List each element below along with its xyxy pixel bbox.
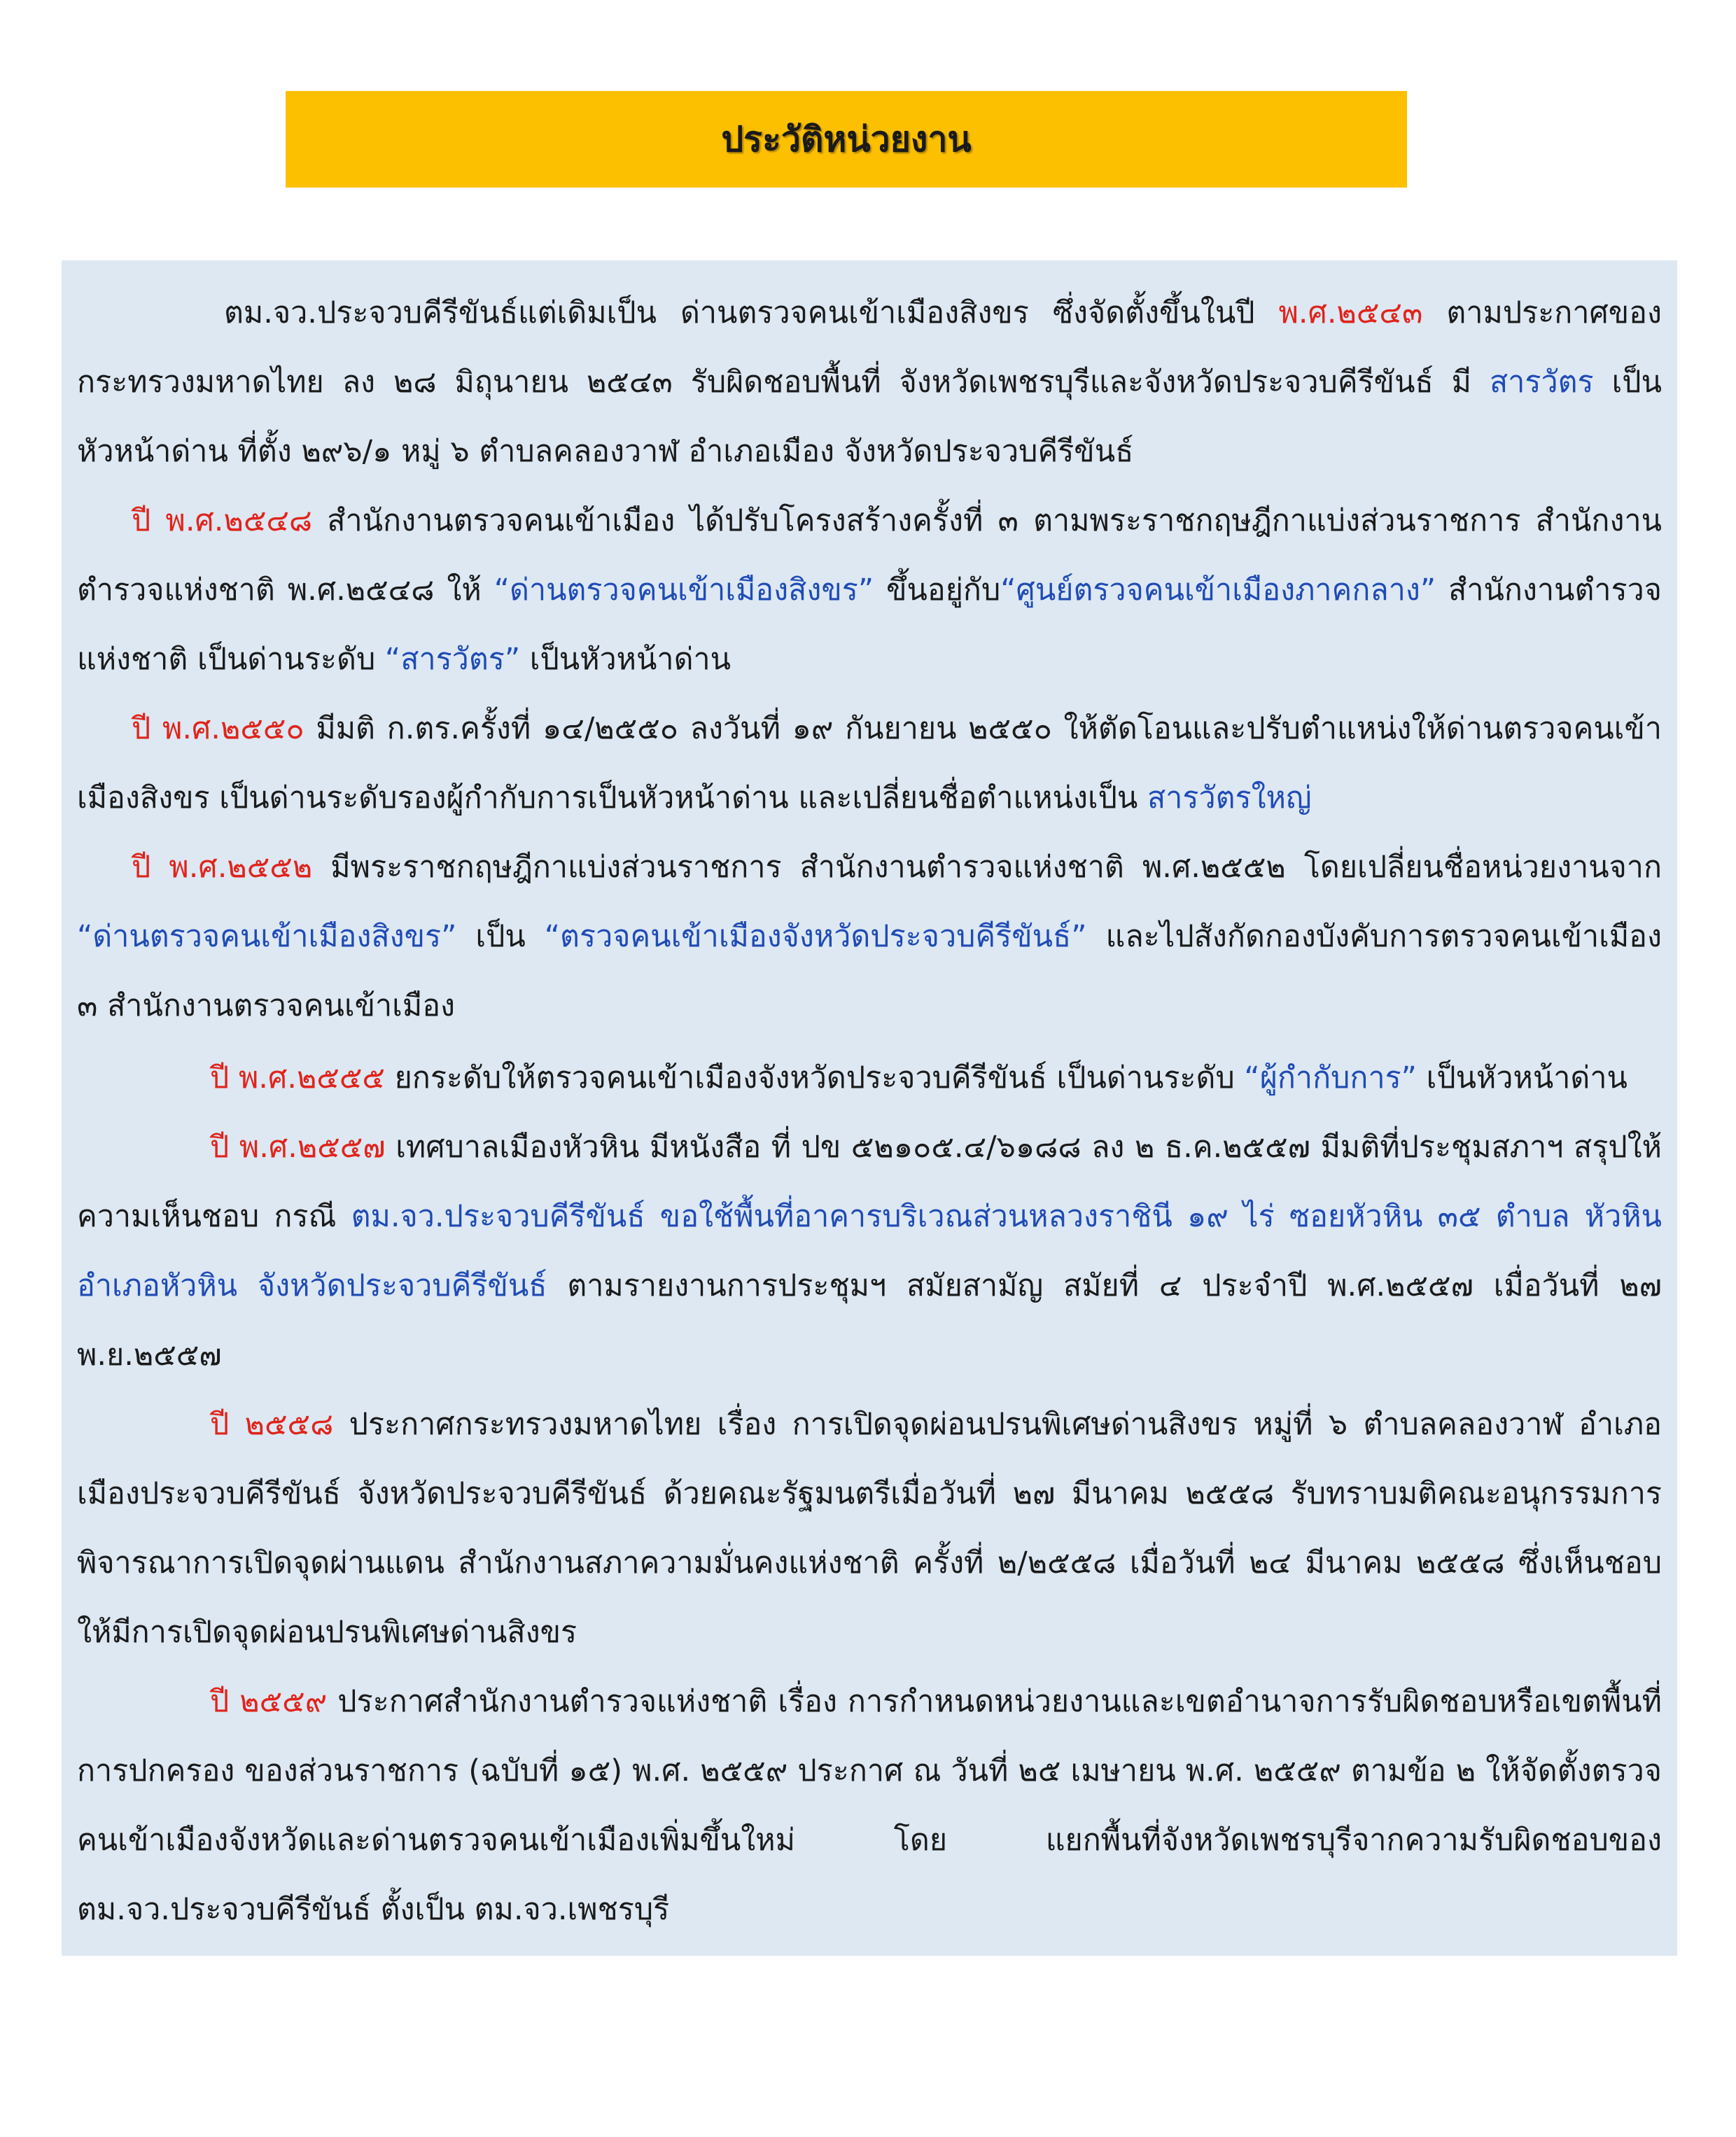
paragraph-text: เป็น <box>456 919 545 954</box>
year-highlight: พ.ศ.๒๕๔๓ <box>1278 295 1423 330</box>
paragraph-text: เป็นหัวหน้าด่าน <box>1416 1060 1628 1095</box>
paragraph-2558 <box>77 1390 1662 1667</box>
title-banner <box>286 91 1407 188</box>
history-panel-upper <box>62 260 1677 1027</box>
paragraph-text: ตามรายงานการประชุมฯ สมัยสามัญ สมัยที่ ๔ ประจำปี พ.ศ.๒๕๕๗ เมื่อวันที่ ๒๗ พ.ย.๒๕๕๗ <box>77 1268 1662 1373</box>
page-title: ประวัติหน่วยงาน <box>721 118 972 160</box>
unit-name-highlight: “ตรวจคนเข้าเมืองจังหวัดประจวบคีรีขันธ์” <box>544 919 1087 954</box>
paragraph-text: ประกาศกระทรวงมหาดไทย เรื่อง การเปิดจุดผ่อนปรนพิเศษด่านสิงขร หมู่ที่ ๖ ตำบลคลองวาฬ อำเภอเมืองประจวบคีรีขันธ์ จังหวัดประจวบคีรีขันธ์ ด้วยคณะรัฐมนตรีเมื่อวันที่ ๒๗ มีนาคม ๒๕๕๘ รับทราบมติคณะอนุกรรมการพิจารณาการเปิดจุดผ่านแดน สำนักงานสภาความมั่นคงแห่งชาติ ครั้งที่ ๒/๒๕๕๘ เมื่อวันที่ ๒๔ มีนาคม ๒๕๕๘ ซึ่งเห็นชอบให้มีการเปิดจุดผ่อนปรนพิเศษด่านสิงขร <box>77 1407 1662 1650</box>
rank-highlight: สารวัตรใหญ่ <box>1147 780 1312 815</box>
paragraph-text: เทศบาลเมืองหัวหิน มีหนังสือ ที่ ปข ๕๒๑๐๕.๔/๖๑๘๘ ลง ๒ ธ.ค.๒๕๕๗ มีมติที่ประชุมสภาฯ สรุปให้ความเห็นชอบ กรณี <box>77 1130 1662 1234</box>
paragraph-2555 <box>77 1044 1662 1113</box>
paragraph-text: ตม.จว.ประจวบคีรีขันธ์แต่เดิมเป็น ด่านตรวจคนเข้าเมืองสิงขร ซึ่งจัดตั้งขึ้นในปี <box>224 295 1279 330</box>
paragraph-text: สำนักงานตำรวจแห่งชาติ เป็นด่านระดับ <box>77 573 1662 677</box>
paragraph-text: ขึ้นอยู่กับ <box>874 573 1001 608</box>
paragraph-text: สำนักงานตรวจคนเข้าเมือง ได้ปรับโครงสร้างครั้งที่ ๓ ตามพระราชกฤษฎีกาแบ่งส่วนราชการ สำนักงานตำรวจแห่งชาติ พ.ศ.๒๕๔๘ ให้ <box>77 503 1662 608</box>
paragraph-2550 <box>77 694 1662 833</box>
rank-highlight: “ผู้กำกับการ” <box>1244 1060 1417 1095</box>
year-highlight: ปี ๒๕๕๙ <box>210 1684 328 1719</box>
year-highlight: ปี พ.ศ.๒๕๕๕ <box>210 1060 385 1095</box>
paragraph-text: ประกาศสำนักงานตำรวจแห่งชาติ เรื่อง การกำหนดหน่วยงานและเขตอำนาจการรับผิดชอบหรือเขตพื้นที่การปกครอง ของส่วนราชการ (ฉบับที่ ๑๕) พ.ศ. ๒๕๕๙ ประกาศ ณ วันที่ ๒๕ เมษายน พ.ศ. ๒๕๕๙ ตามข้อ ๒ ให้จัดตั้งตรวจคนเข้าเมืองจังหวัดและด่านตรวจคนเข้าเมืองเพิ่มขึ้นใหม่ โดย แยกพื้นที่จังหวัดเพชรบุรีจากความรับผิดชอบของ ตม.จว.ประจวบคีรีขันธ์ ตั้งเป็น ตม.จว.เพชรบุรี <box>77 1684 1662 1927</box>
paragraph-text: เป็นหัวหน้าด่าน ที่ตั้ง ๒๙๖/๑ หมู่ ๖ ตำบลคลองวาฬ อำเภอเมือง จังหวัดประจวบคีรีขันธ์ <box>77 365 1662 469</box>
year-highlight: ปี ๒๕๕๘ <box>210 1407 334 1442</box>
paragraph-text: มีพระราชกฤษฎีกาแบ่งส่วนราชการ สำนักงานตำรวจแห่งชาติ พ.ศ.๒๕๕๒ โดยเปลี่ยนชื่อหน่วยงานจาก <box>312 850 1662 885</box>
paragraph-2557 <box>77 1113 1662 1390</box>
rank-highlight: สารวัตร <box>1489 365 1594 400</box>
unit-name-highlight: “ด่านตรวจคนเข้าเมืองสิงขร” <box>493 573 874 608</box>
location-highlight: ตม.จว.ประจวบคีรีขันธ์ ขอใช้พื้นที่อาคารบริเวณส่วนหลวงราชินี ๑๙ ไร่ ซอยหัวหิน ๓๕ ตำบล หัวหิน อำเภอหัวหิน จังหวัดประจวบคีรีขันธ์ <box>77 1199 1662 1303</box>
paragraph-text: มีมติ ก.ตร.ครั้งที่ ๑๔/๒๕๕๐ ลงวันที่ ๑๙ กันยายน ๒๕๕๐ ให้ตัดโอนและปรับตำแหน่งให้ด่านตรวจคนเข้าเมืองสิงขร เป็นด่านระดับรองผู้กำกับการเป็นหัวหน้าด่าน และเปลี่ยนชื่อตำแหน่งเป็น <box>77 711 1662 815</box>
year-highlight: ปี พ.ศ.๒๕๕๗ <box>210 1130 386 1165</box>
paragraph-text: เป็นหัวหน้าด่าน <box>520 642 732 677</box>
rank-highlight: “สารวัตร” <box>384 642 521 677</box>
paragraph-2543 <box>77 279 1662 486</box>
year-highlight: ปี พ.ศ.๒๕๔๘ <box>132 503 313 538</box>
unit-name-highlight: “ด่านตรวจคนเข้าเมืองสิงขร” <box>77 919 457 954</box>
paragraph-text: ตามประกาศของกระทรวงมหาดไทย ลง ๒๘ มิถุนายน ๒๕๔๓ รับผิดชอบพื้นที่ จังหวัดเพชรบุรีและจังหวัดประจวบคีรีขันธ์ มี <box>77 295 1662 400</box>
unit-name-highlight: “ศูนย์ตรวจคนเข้าเมืองภาคกลาง” <box>1000 573 1436 608</box>
year-highlight: ปี พ.ศ.๒๕๕๐ <box>132 711 304 746</box>
paragraph-text: และไปสังกัดกองบังคับการตรวจคนเข้าเมือง ๓ สำนักงานตรวจคนเข้าเมือง <box>77 919 1662 1023</box>
paragraph-2548 <box>77 486 1662 694</box>
paragraph-2552 <box>77 833 1662 1041</box>
history-panel-lower <box>62 1027 1677 1956</box>
year-highlight: ปี พ.ศ.๒๕๕๒ <box>132 850 313 885</box>
paragraph-2559 <box>77 1667 1662 1945</box>
paragraph-text: ยกระดับให้ตรวจคนเข้าเมืองจังหวัดประจวบคีรีขันธ์ เป็นด่านระดับ <box>384 1060 1245 1095</box>
